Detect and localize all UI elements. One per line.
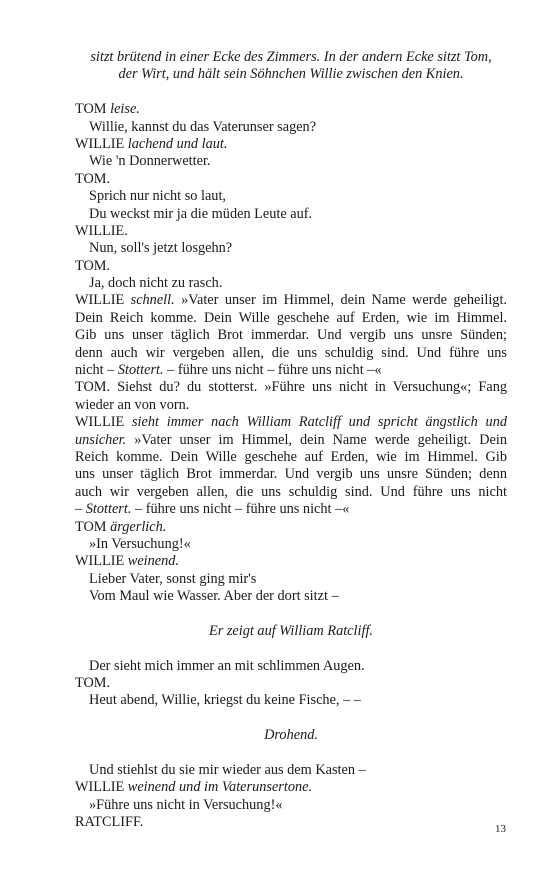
stage-direction: Er zeigt auf William Ratcliff. [208, 622, 373, 639]
verse-line: Sprich nur nicht so laut, [89, 188, 226, 205]
prose-line: auch wir vergeben allen, die uns schuldig sind. Und führe uns nicht [75, 483, 507, 500]
speaker-line: WILLIE weinend. [75, 553, 180, 570]
prose-line: Gib uns unser täglich Brot immerdar. Und vergib uns unsre Sünden; [75, 327, 507, 344]
speaker-line: TOM. [75, 675, 111, 692]
stage-direction: Drohend. [264, 727, 318, 744]
speaker-line: WILLIE. [75, 222, 128, 239]
verse-line: »In Versuchung!« [89, 535, 191, 552]
prose-line: TOM. Siehst du? du stotterst. »Führe uns nicht in Versuchung«; Fang [75, 379, 507, 396]
prose-line: WILLIE sieht immer nach William Ratcliff und spricht ängstlich und [75, 414, 507, 431]
prose-line: unsicher. »Vater unser im Himmel, dein Name werde geheiligt. Dein [75, 431, 507, 448]
stage-direction: der Wirt, und hält sein Söhnchen Willie zwischen den Knien. [118, 66, 464, 83]
verse-line: Heut abend, Willie, kriegst du keine Fische, – – [89, 692, 361, 709]
speaker-line: TOM. [75, 257, 111, 274]
prose-line: Reich komme. Dein Wille geschehe auf Erden, wie im Himmel. Gib [75, 448, 507, 465]
prose-line: Dein Reich komme. Dein Wille geschehe auf Erden, wie im Himmel. [75, 309, 507, 326]
prose-line: uns unser täglich Brot immerdar. Und vergib uns unsre Sünden; denn [75, 466, 507, 483]
verse-line: Du weckst mir ja die müden Leute auf. [89, 205, 313, 222]
verse-line: Und stiehlst du sie mir wieder aus dem Kasten – [89, 762, 366, 779]
verse-line: Vom Maul wie Wasser. Aber der dort sitzt – [89, 588, 339, 605]
prose-line: nicht – Stottert. – führe uns nicht – führe uns nicht –« [75, 362, 382, 379]
speaker-line: TOM. [75, 170, 111, 187]
speaker-line: WILLIE weinend und im Vaterunsertone. [75, 779, 313, 796]
page-number: 13 [495, 823, 506, 835]
speaker-line: TOM ärgerlich. [75, 518, 167, 535]
verse-line: Willie, kannst du das Vaterunser sagen? [89, 118, 317, 135]
verse-line: Ja, doch nicht zu rasch. [89, 275, 223, 292]
prose-line: WILLIE schnell. »Vater unser im Himmel, dein Name werde geheiligt. [75, 292, 507, 309]
verse-line: Der sieht mich immer an mit schlimmen Augen. [89, 657, 365, 674]
verse-line: Wie 'n Donnerwetter. [89, 153, 211, 170]
prose-line: – Stottert. – führe uns nicht – führe uns nicht –« [75, 501, 350, 518]
stage-direction: sitzt brütend in einer Ecke des Zimmers. In der andern Ecke sitzt Tom, [90, 49, 492, 65]
speaker-line: TOM leise. [75, 101, 140, 118]
prose-line: wieder an von vorn. [75, 396, 190, 413]
verse-line: Lieber Vater, sonst ging mir's [89, 570, 257, 587]
speaker-line: RATCLIFF. [75, 814, 144, 831]
verse-line: Nun, soll's jetzt losgehn? [89, 240, 233, 257]
play-text [75, 49, 507, 832]
speaker-line: WILLIE lachend und laut. [75, 135, 228, 152]
verse-line: »Führe uns nicht in Versuchung!« [89, 796, 283, 813]
prose-line: denn auch wir vergeben allen, die uns schuldig sind. Und führe uns [75, 344, 507, 361]
